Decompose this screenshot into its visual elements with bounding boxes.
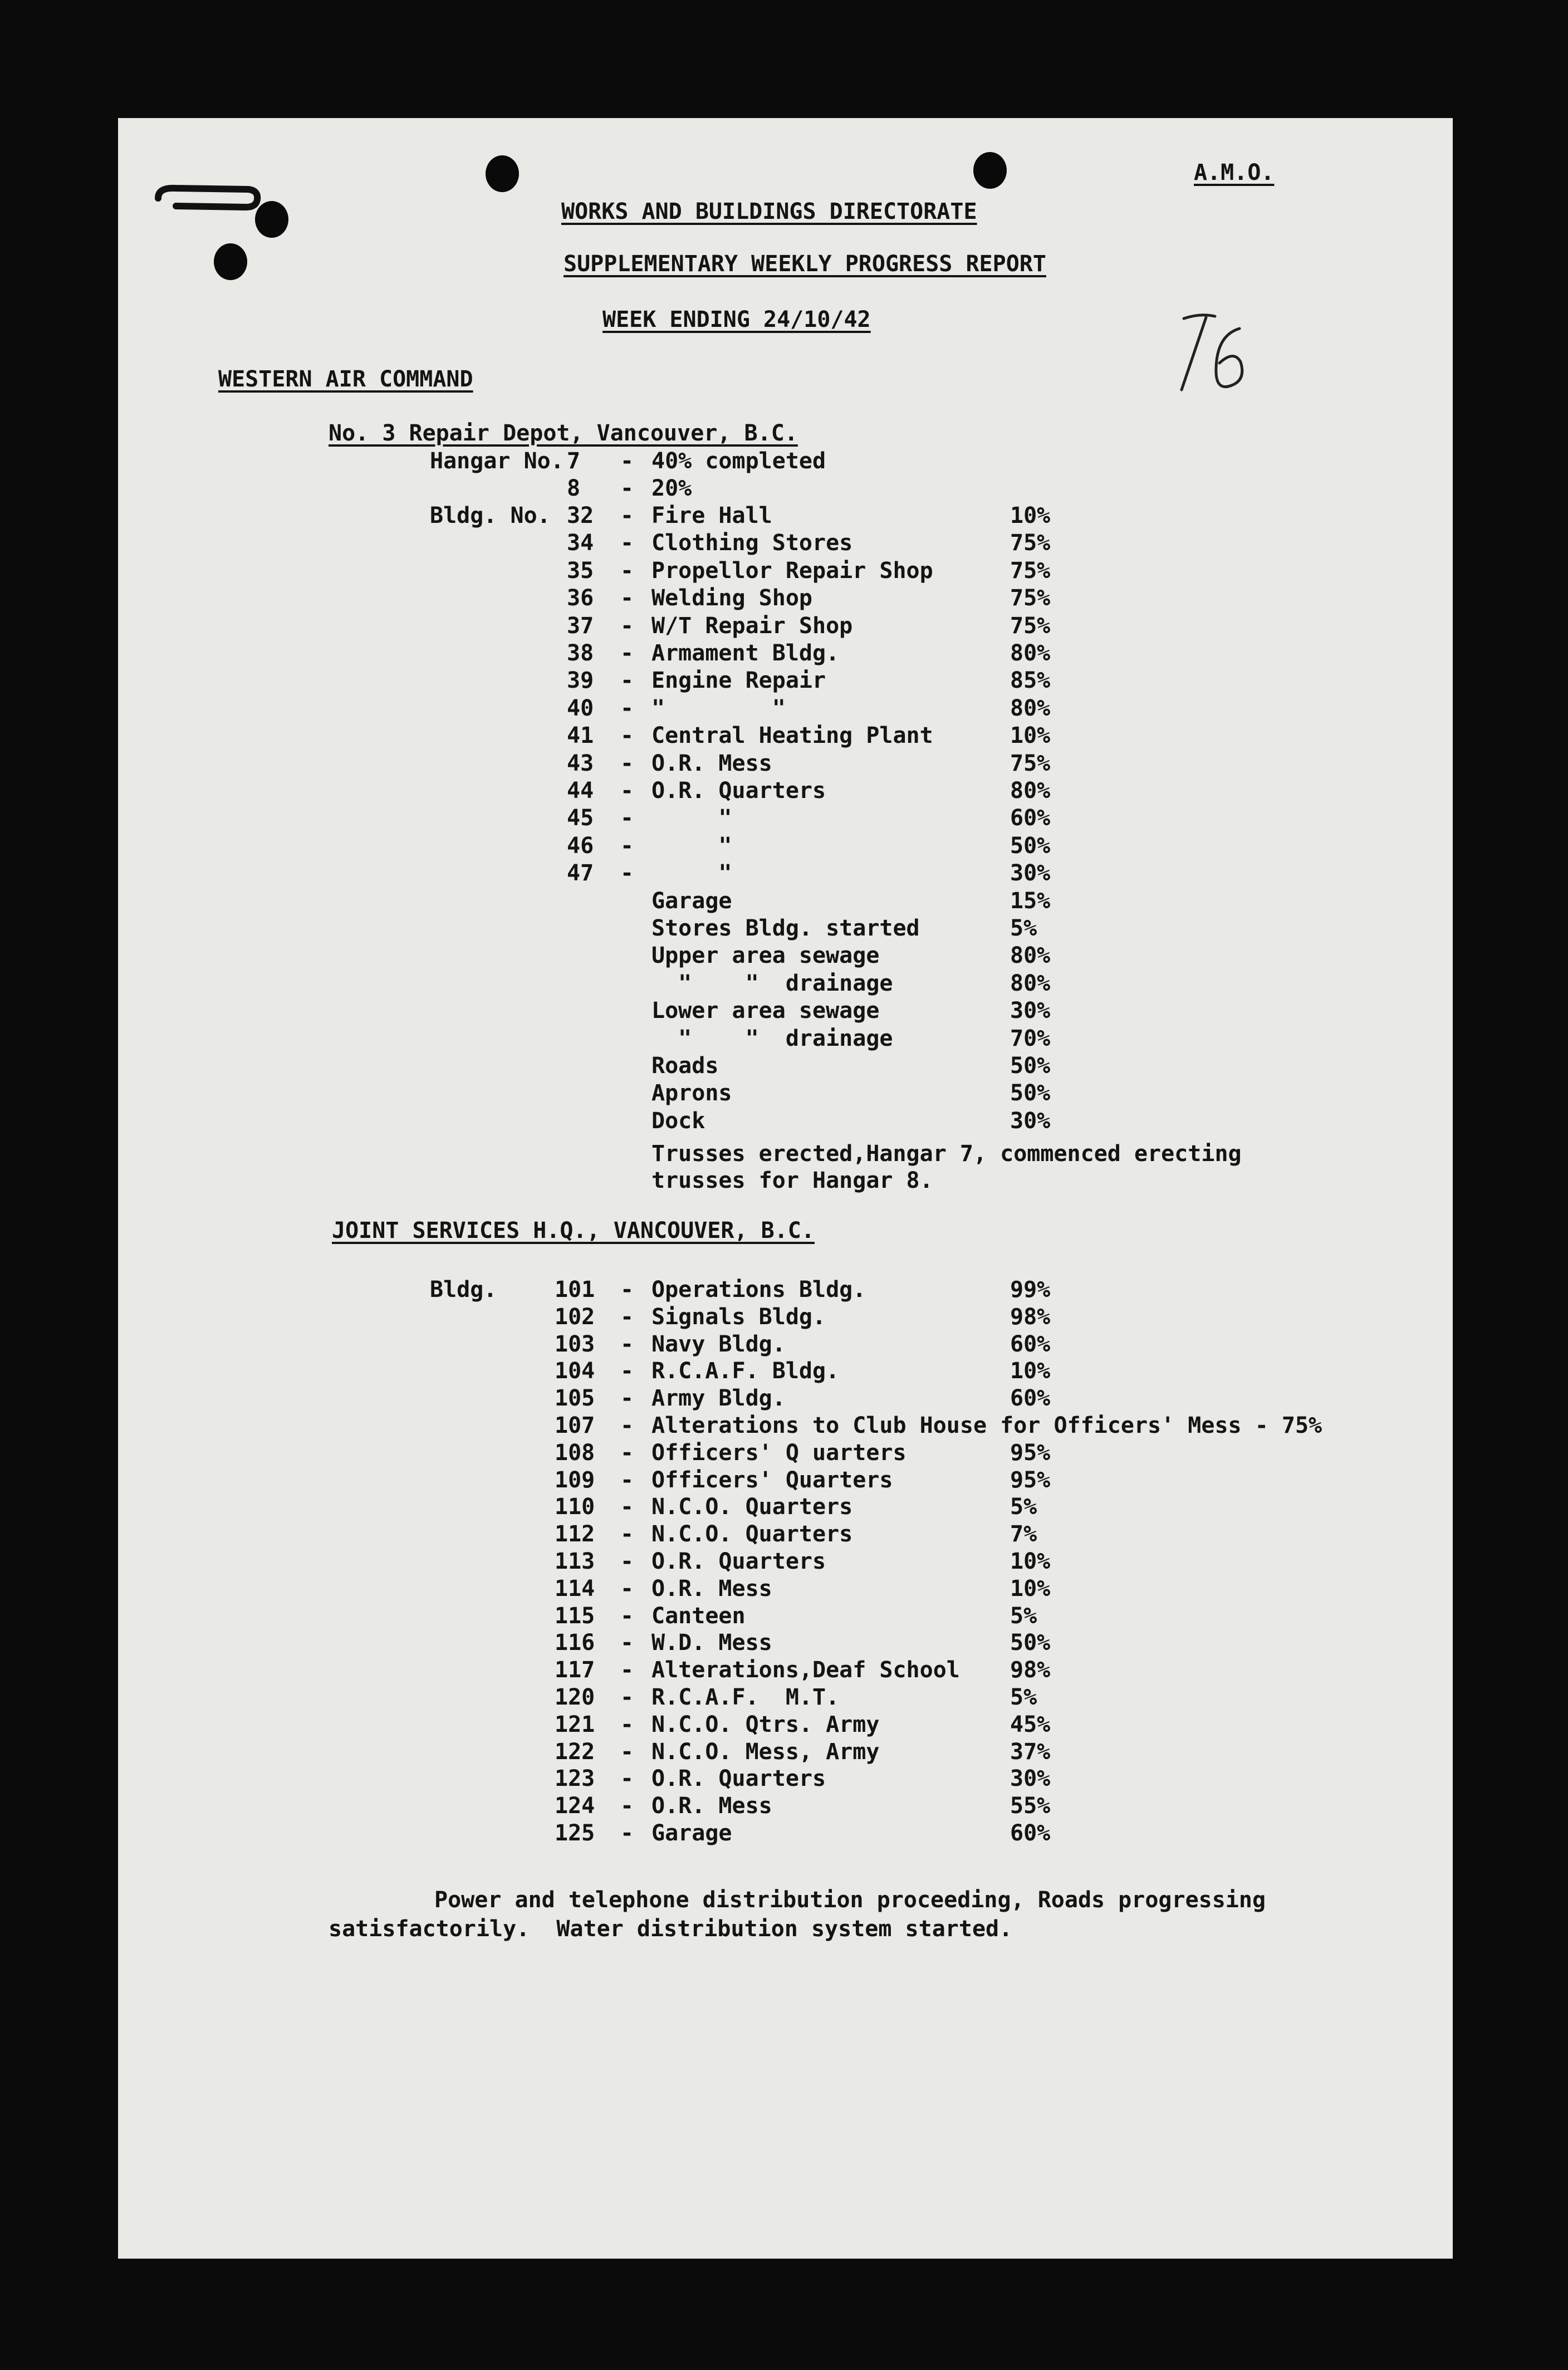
completion-percent: 80% [1010, 778, 1051, 804]
depot-note-line-1: Trusses erected,Hangar 7, commenced erecting [651, 1141, 1242, 1167]
building-number: 108 [555, 1439, 595, 1466]
building-description: Welding Shop [651, 585, 812, 611]
completion-percent: 85% [1010, 668, 1051, 694]
building-description: Central Heating Plant [651, 723, 933, 749]
dash-separator: - [620, 805, 634, 831]
dash-separator: - [620, 1494, 634, 1520]
building-number: 120 [555, 1685, 595, 1710]
building-description: Officers' Q uarters [651, 1439, 906, 1466]
building-number: 113 [555, 1549, 595, 1574]
section-title: No. 3 Repair Depot, Vancouver, B.C. [329, 420, 798, 446]
building-description: Signals Bldg. [651, 1304, 826, 1330]
dash-separator: - [620, 1739, 634, 1765]
work-description: " " drainage [651, 1025, 893, 1051]
building-description: " [651, 860, 732, 887]
building-number: 35 [567, 557, 594, 584]
building-description: " [651, 833, 732, 859]
building-number: 116 [555, 1630, 595, 1656]
completion-percent: 70% [1010, 1025, 1051, 1051]
completion-percent: 75% [1010, 557, 1051, 584]
building-description: N.C.O. Qtrs. Army [651, 1711, 880, 1737]
building-number: 44 [567, 778, 594, 804]
building-description: Armament Bldg. [651, 640, 840, 666]
building-description: Officers' Quarters [651, 1467, 893, 1493]
footer-line-2: satisfactorily. Water distribution system started. [329, 1916, 1013, 1942]
hangar-label: Hangar No. [430, 448, 564, 474]
building-number: 45 [567, 805, 594, 831]
building-description: Army Bldg. [651, 1385, 786, 1412]
building-number: 102 [555, 1304, 595, 1330]
building-description: W/T Repair Shop [651, 613, 853, 639]
building-description: Garage [651, 1820, 732, 1846]
dash-separator: - [620, 1331, 634, 1357]
hangar-status: 20% [651, 476, 692, 502]
completion-percent: 5% [1010, 915, 1037, 941]
completion-percent: 50% [1010, 1080, 1051, 1106]
completion-percent: 10% [1010, 1358, 1051, 1384]
completion-percent: 75% [1010, 585, 1051, 611]
section-title: JOINT SERVICES H.Q., VANCOUVER, B.C. [332, 1218, 815, 1243]
completion-percent: 50% [1010, 833, 1051, 859]
building-number: 34 [567, 530, 594, 556]
building-number: 39 [567, 668, 594, 694]
building-number: 46 [567, 833, 594, 859]
paper-clip-icon [154, 182, 263, 217]
completion-percent: 80% [1010, 943, 1051, 969]
completion-percent: 95% [1010, 1467, 1051, 1493]
building-number: 115 [555, 1603, 595, 1629]
directorate-heading: WORKS AND BUILDINGS DIRECTORATE [561, 199, 977, 224]
completion-percent: 55% [1010, 1793, 1051, 1819]
dash-separator: - [620, 1277, 634, 1302]
building-description: Alterations to Club House for Officers' Mess - 75% [651, 1413, 1322, 1438]
building-number: 114 [555, 1575, 595, 1602]
building-number: 104 [555, 1358, 595, 1384]
completion-percent: 30% [1010, 1108, 1051, 1134]
dash-separator: - [620, 530, 634, 556]
completion-percent: 10% [1010, 1549, 1051, 1574]
building-number: 117 [555, 1657, 595, 1683]
dash-separator: - [620, 585, 634, 611]
building-description: O.R. Quarters [651, 778, 826, 804]
punch-hole-left [214, 243, 247, 280]
work-description: Stores Bldg. started [651, 915, 920, 941]
building-description: Navy Bldg. [651, 1331, 786, 1357]
building-number: 112 [555, 1521, 595, 1548]
dash-separator: - [620, 1413, 634, 1438]
completion-percent: 99% [1010, 1277, 1051, 1302]
command-heading: WESTERN AIR COMMAND [218, 366, 473, 392]
completion-percent: 45% [1010, 1711, 1051, 1737]
building-description: Fire Hall [651, 503, 772, 528]
building-number: 36 [567, 585, 594, 611]
week-ending: WEEK ENDING 24/10/42 [602, 307, 871, 332]
building-number: 37 [567, 613, 594, 639]
dash-separator: - [620, 448, 634, 474]
dash-separator: - [620, 1766, 634, 1792]
building-description: Engine Repair [651, 668, 826, 694]
completion-percent: 10% [1010, 1575, 1051, 1602]
completion-percent: 80% [1010, 640, 1051, 666]
work-description: Aprons [651, 1080, 732, 1106]
building-number: 122 [555, 1739, 595, 1765]
building-description: O.R. Quarters [651, 1549, 826, 1574]
completion-percent: 10% [1010, 723, 1051, 749]
building-description: O.R. Quarters [651, 1766, 826, 1792]
handwritten-initials [1162, 296, 1273, 408]
dash-separator: - [620, 778, 634, 804]
building-description: Propellor Repair Shop [651, 557, 933, 584]
bldg-label: Bldg. [430, 1277, 497, 1302]
hangar-status: 40% completed [651, 448, 826, 474]
building-description: W.D. Mess [651, 1630, 772, 1656]
building-description: R.C.A.F. M.T. [651, 1685, 840, 1710]
footer-line-1: Power and telephone distribution proceeding, Roads progressing [434, 1887, 1266, 1913]
building-number: 101 [555, 1277, 595, 1302]
completion-percent: 30% [1010, 860, 1051, 887]
dash-separator: - [620, 1711, 634, 1737]
dash-separator: - [620, 640, 634, 666]
completion-percent: 80% [1010, 970, 1051, 996]
completion-percent: 98% [1010, 1657, 1051, 1683]
dash-separator: - [620, 476, 634, 502]
dash-separator: - [620, 503, 634, 528]
classification-mark: A.M.O. [1194, 160, 1275, 185]
building-description: O.R. Mess [651, 1575, 772, 1602]
building-number: 41 [567, 723, 594, 749]
building-number: 43 [567, 750, 594, 776]
building-description: O.R. Mess [651, 750, 772, 776]
dash-separator: - [620, 1603, 634, 1629]
building-description: " [651, 805, 732, 831]
punch-hole-right [973, 152, 1007, 189]
dash-separator: - [620, 860, 634, 887]
dash-separator: - [620, 668, 634, 694]
dash-separator: - [620, 1467, 634, 1493]
dash-separator: - [620, 1630, 634, 1656]
completion-percent: 98% [1010, 1304, 1051, 1330]
building-description: O.R. Mess [651, 1793, 772, 1819]
completion-percent: 60% [1010, 1331, 1051, 1357]
hangar-number: 7 [567, 448, 581, 474]
dash-separator: - [620, 1657, 634, 1683]
dash-separator: - [620, 1521, 634, 1548]
work-description: Lower area sewage [651, 998, 880, 1024]
completion-percent: 5% [1010, 1603, 1037, 1629]
dash-separator: - [620, 1385, 634, 1412]
building-number: 124 [555, 1793, 595, 1819]
building-description: R.C.A.F. Bldg. [651, 1358, 840, 1384]
work-description: " " drainage [651, 970, 893, 996]
building-number: 40 [567, 695, 594, 721]
completion-percent: 75% [1010, 530, 1051, 556]
hangar-number: 8 [567, 476, 581, 502]
building-description: Canteen [651, 1603, 746, 1629]
completion-percent: 50% [1010, 1053, 1051, 1079]
dash-separator: - [620, 1304, 634, 1330]
dash-separator: - [620, 1820, 634, 1846]
building-number: 32 [567, 503, 594, 528]
dash-separator: - [620, 557, 634, 584]
building-number: 110 [555, 1494, 595, 1520]
depot-note-line-2: trusses for Hangar 8. [651, 1168, 933, 1193]
completion-percent: 60% [1010, 805, 1051, 831]
dash-separator: - [620, 750, 634, 776]
building-number: 38 [567, 640, 594, 666]
report-title: SUPPLEMENTARY WEEKLY PROGRESS REPORT [564, 251, 1046, 277]
dash-separator: - [620, 1793, 634, 1819]
building-number: 125 [555, 1820, 595, 1846]
completion-percent: 60% [1010, 1385, 1051, 1412]
dash-separator: - [620, 1685, 634, 1710]
building-number: 121 [555, 1711, 595, 1737]
building-number: 47 [567, 860, 594, 887]
completion-percent: 60% [1010, 1820, 1051, 1846]
completion-percent: 7% [1010, 1521, 1037, 1548]
completion-percent: 5% [1010, 1494, 1037, 1520]
building-description: Alterations,Deaf School [651, 1657, 960, 1683]
building-description: N.C.O. Quarters [651, 1521, 853, 1548]
bldg-label: Bldg. No. [430, 503, 551, 528]
completion-percent: 95% [1010, 1439, 1051, 1466]
punch-hole-center [486, 155, 519, 192]
building-number: 105 [555, 1385, 595, 1412]
completion-percent: 37% [1010, 1739, 1051, 1765]
dash-separator: - [620, 613, 634, 639]
completion-percent: 5% [1010, 1685, 1037, 1710]
completion-percent: 50% [1010, 1630, 1051, 1656]
work-description: Roads [651, 1053, 719, 1079]
completion-percent: 10% [1010, 503, 1051, 528]
completion-percent: 75% [1010, 750, 1051, 776]
dash-separator: - [620, 1549, 634, 1574]
building-number: 109 [555, 1467, 595, 1493]
work-description: Upper area sewage [651, 943, 880, 969]
work-description: Garage [651, 888, 732, 914]
building-description: N.C.O. Mess, Army [651, 1739, 880, 1765]
building-description: N.C.O. Quarters [651, 1494, 853, 1520]
work-description: Dock [651, 1108, 705, 1134]
completion-percent: 80% [1010, 695, 1051, 721]
building-number: 123 [555, 1766, 595, 1792]
dash-separator: - [620, 723, 634, 749]
completion-percent: 30% [1010, 1766, 1051, 1792]
building-number: 107 [555, 1413, 595, 1438]
completion-percent: 75% [1010, 613, 1051, 639]
building-number: 103 [555, 1331, 595, 1357]
dash-separator: - [620, 1575, 634, 1602]
building-description: Clothing Stores [651, 530, 853, 556]
building-description: Operations Bldg. [651, 1277, 866, 1302]
dash-separator: - [620, 1358, 634, 1384]
building-description: " " [651, 695, 786, 721]
dash-separator: - [620, 695, 634, 721]
completion-percent: 30% [1010, 998, 1051, 1024]
dash-separator: - [620, 833, 634, 859]
completion-percent: 15% [1010, 888, 1051, 914]
dash-separator: - [620, 1439, 634, 1466]
